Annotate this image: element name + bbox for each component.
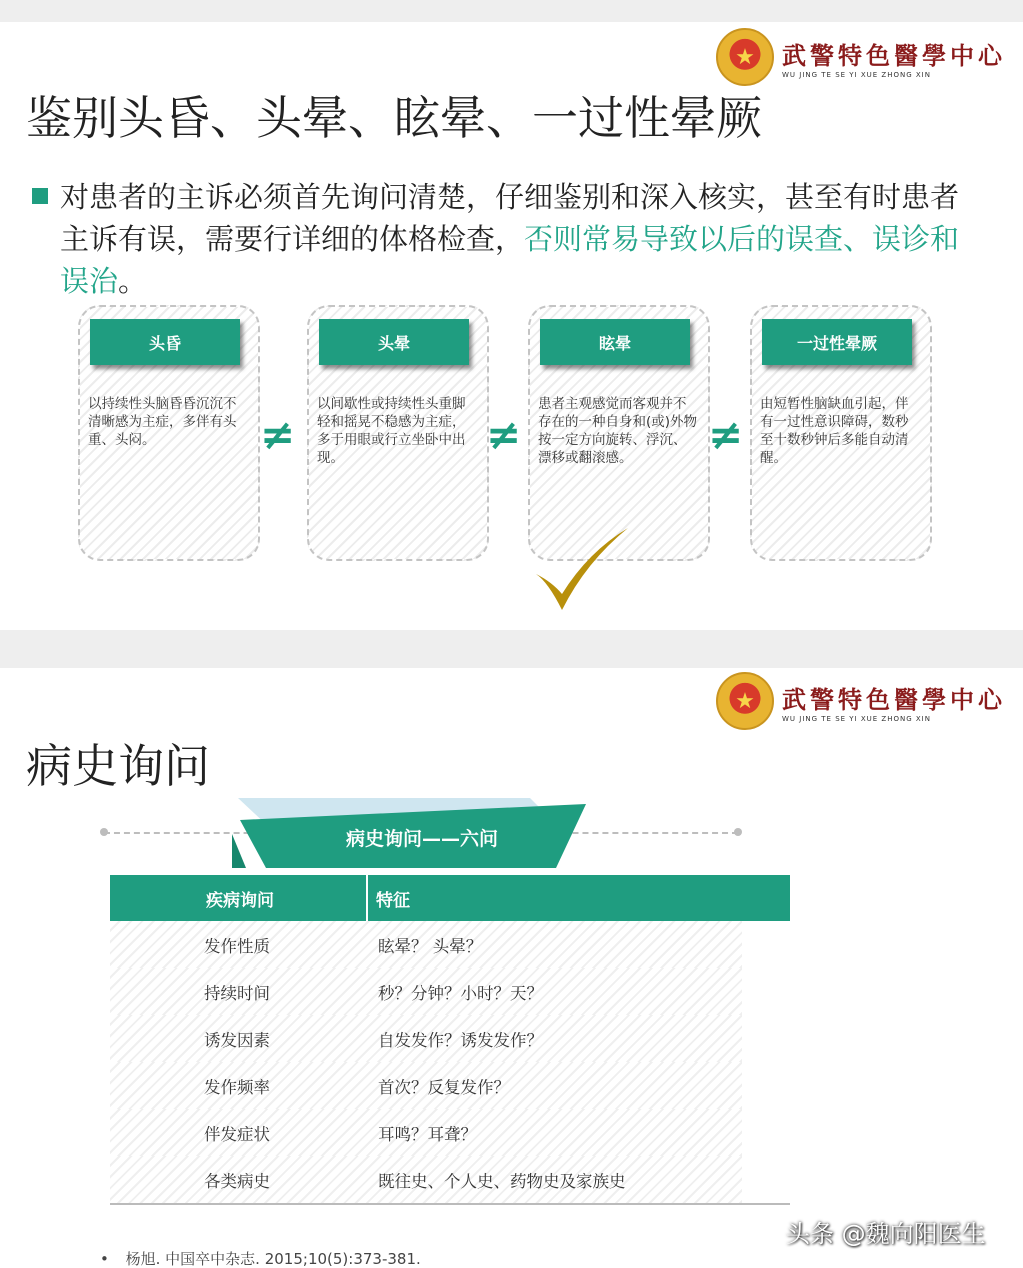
police-emblem-icon: ★ (716, 28, 774, 86)
cell-feature: 眩晕？ 头晕？ (378, 936, 483, 956)
bullet-square-icon (32, 188, 48, 204)
cell-question: 伴发症状 (204, 1124, 270, 1144)
bullet-text (60, 176, 962, 302)
table-row (110, 1062, 742, 1109)
police-emblem-icon: ★ (716, 672, 774, 730)
cell-feature: 秒？分钟？小时？天？ (378, 983, 543, 1003)
table-row (110, 1156, 742, 1203)
logo-subtitle: WU JING TE SE YI XUE ZHONG XIN (782, 714, 931, 723)
header-feature: 特征 (376, 890, 410, 911)
banner-ribbon (0, 668, 1023, 878)
not-equal-icon: ≠ (260, 410, 296, 459)
card-dizziness-touyun (307, 305, 489, 561)
card-title: 眩晕 (540, 319, 690, 365)
card-title: 头昏 (90, 319, 240, 365)
slide-differential-diagnosis (0, 22, 1023, 630)
bullet-text-end: 。 (118, 264, 148, 298)
table-header (110, 875, 790, 921)
slide-history-taking (0, 668, 1023, 1268)
logo-text (782, 36, 1006, 79)
not-equal-icon: ≠ (486, 410, 522, 459)
logo-title: 武警特色醫學中心 (782, 40, 1006, 70)
slide-title: 鉴别头昏、头晕、眩晕、一过性晕厥 (26, 91, 762, 145)
card-description: 由短暂性脑缺血引起，伴有一过性意识障碍，数秒至十数秒钟后多能自动清醒。 (760, 396, 909, 466)
table-row (110, 1109, 742, 1156)
table-bottom-rule (110, 1203, 790, 1205)
citation-text: 杨旭. 中国卒中杂志. 2015;10(5):373-381. (125, 1250, 421, 1268)
cell-feature: 既往史、个人史、药物史及家族史 (378, 1171, 626, 1191)
citation-bullet: • (100, 1250, 109, 1268)
cell-question: 诱发因素 (204, 1030, 270, 1050)
card-title: 头晕 (319, 319, 469, 365)
banner-title: 病史询问——六问 (346, 828, 499, 850)
cell-question: 持续时间 (204, 983, 270, 1003)
logo-title: 武警特色醫學中心 (782, 684, 1006, 714)
logo-subtitle: WU JING TE SE YI XUE ZHONG XIN (782, 70, 931, 79)
card-syncope (750, 305, 932, 561)
bullet-paragraph (32, 176, 962, 302)
table-row (110, 1015, 742, 1062)
citation (100, 1248, 421, 1268)
bullet-text-highlight: 否则常易导致以后的误查、误诊和误治 (60, 222, 960, 298)
card-description: 以持续性头脑昏昏沉沉不清晰感为主症，多伴有头重、头闷。 (88, 396, 237, 448)
slide-title: 病史询问 (26, 739, 210, 793)
cell-feature: 自发发作？诱发发作？ (378, 1030, 543, 1050)
not-equal-icon: ≠ (708, 410, 744, 459)
checkmark-icon (528, 522, 638, 622)
table-row (110, 968, 742, 1015)
cell-feature: 耳鸣？耳聋？ (378, 1124, 477, 1144)
cell-feature: 首次？反复发作？ (378, 1077, 510, 1097)
cell-question: 各类病史 (204, 1171, 270, 1191)
watermark: 头条 @魏向阳医生 (786, 1220, 986, 1248)
card-description: 以间歇性或持续性头重脚轻和摇晃不稳感为主症，多于用眼或行立坐卧中出现。 (317, 396, 466, 466)
logo (716, 28, 1006, 86)
card-dizziness-toumeng (78, 305, 260, 561)
header-question: 疾病询问 (110, 875, 368, 921)
cell-question: 发作性质 (204, 936, 270, 956)
bullet-text-plain: 对患者的主诉必须首先询问清楚，仔细鉴别和深入核实，甚至有时患者主诉有误，需要行详细的体格检查， (60, 180, 960, 256)
history-table (110, 875, 790, 1205)
table-row (110, 921, 742, 968)
card-title: 一过性晕厥 (762, 319, 912, 365)
cell-question: 发作频率 (204, 1077, 270, 1097)
card-description: 患者主观感觉而客观并不存在的一种自身和(或)外物按一定方向旋转、浮沉、漂移或翻滚感。 (538, 396, 698, 466)
